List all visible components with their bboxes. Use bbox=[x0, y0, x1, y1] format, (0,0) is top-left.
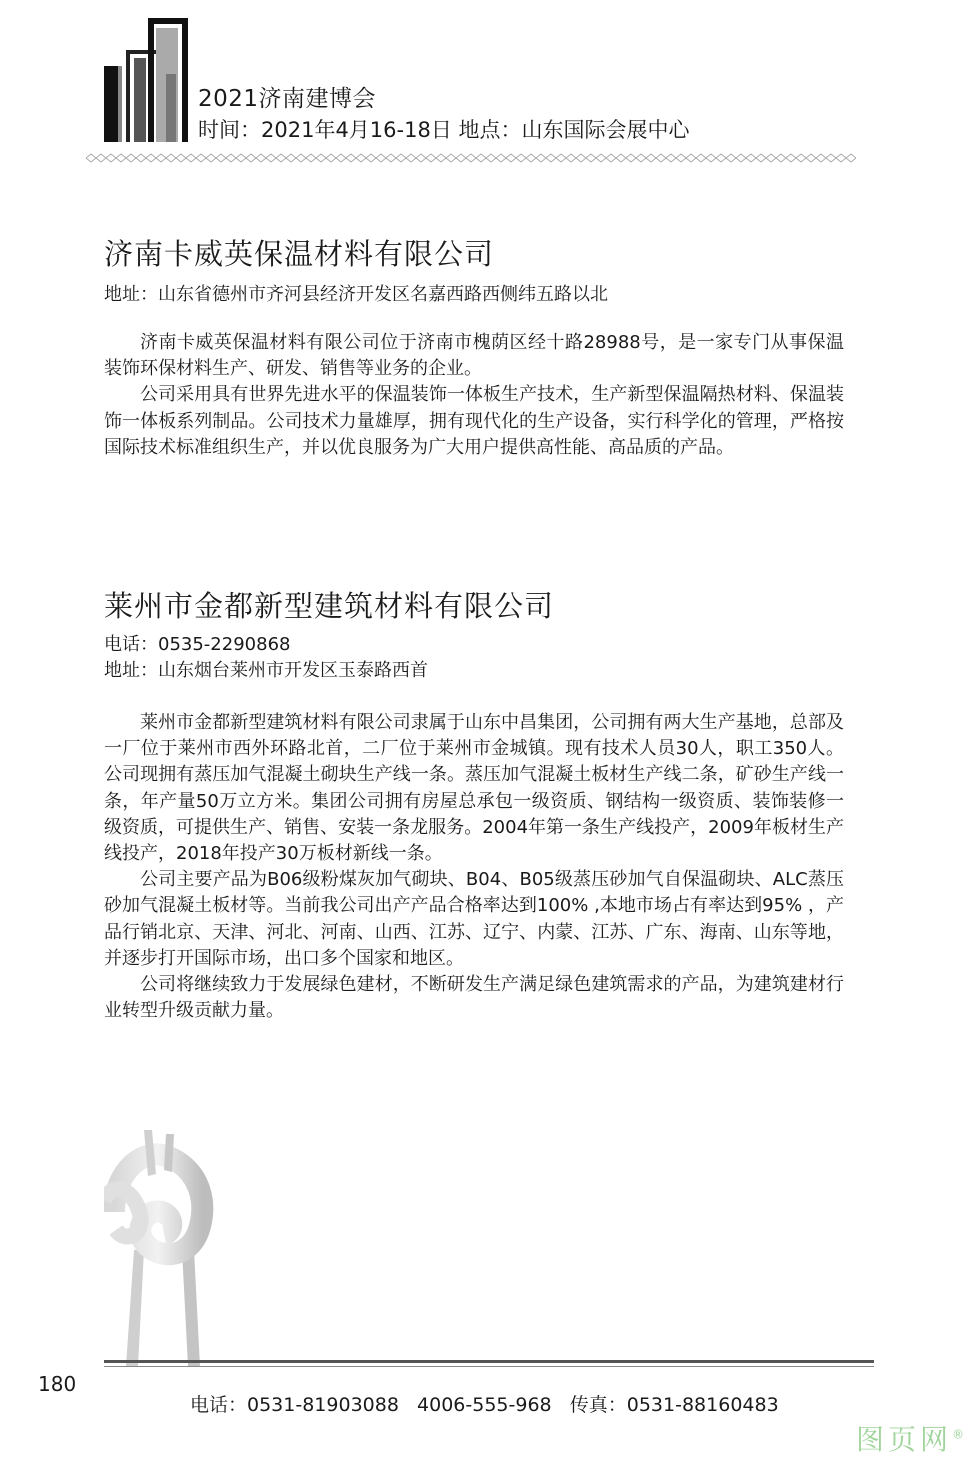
watermark-text: 图页网 bbox=[856, 1423, 953, 1456]
footer-rule bbox=[104, 1360, 874, 1363]
expo-meta: 时间：2021年4月16-18日 地点：山东国际会展中心 bbox=[198, 118, 690, 142]
company-description bbox=[104, 330, 844, 461]
description-paragraph: 公司将继续致力于发展绿色建材，不断研发生产满足绿色建筑需求的产品，为建筑建材行业转型升级贡献力量。 bbox=[104, 974, 844, 1022]
decorative-divider bbox=[86, 153, 856, 163]
company-description bbox=[104, 710, 844, 1024]
company-name: 莱州市金都新型建筑材料有限公司 bbox=[104, 589, 555, 623]
watermark bbox=[856, 1418, 968, 1458]
footer-rule-thin bbox=[104, 1366, 874, 1367]
company-address: 地址：山东烟台莱州市开发区玉泰路西首 bbox=[104, 660, 428, 681]
company-address: 地址：山东省德州市齐河县经济开发区名嘉西路西侧纬五路以北 bbox=[104, 284, 608, 305]
page-number: 180 bbox=[38, 1372, 77, 1396]
quancheng-sculpture-image bbox=[104, 1130, 224, 1366]
company-name: 济南卡威英保温材料有限公司 bbox=[104, 237, 495, 271]
description-paragraph: 莱州市金都新型建筑材料有限公司隶属于山东中昌集团，公司拥有两大生产基地，总部及一厂位于莱州市西外环路北首，二厂位于莱州市金城镇。现有技术人员30人，职工350人。公司现拥有蒸压加气混凝土砌块生产线一条。蒸压加气混凝土板材生产线二条，矿砂生产线一条，年产量50万立方米。集团公司拥有房屋总承包一级资质、钢结构一级资质、装饰装修一级资质，可提供生产、销售、安装一条龙服务。2004年第一条生产线投产，2009年板材生产线投产，2018年投产30万板材新线一条。 bbox=[104, 712, 844, 865]
footer-contact: 电话：0531-81903088 4006-555-968 传真：0531-88160483 bbox=[190, 1394, 779, 1416]
description-paragraph: 公司主要产品为B06级粉煤灰加气砌块、B04、B05级蒸压砂加气自保温砌块、ALC蒸压砂加气混凝土板材等。当前我公司出产产品合格率达到100% ,本地市场占有率达到95% ，产品行销北京、天津、河北、河南、山西、江苏、辽宁、内蒙、江苏、广东、海南、山东等地，并逐步打开国际市场，出口多个国家和地区。 bbox=[104, 869, 844, 969]
building-logo-icon bbox=[104, 14, 188, 142]
company-phone: 电话：0535-2290868 bbox=[104, 634, 291, 655]
description-paragraph: 公司采用具有世界先进水平的保温装饰一体板生产技术，生产新型保温隔热材料、保温装饰一体板系列制品。公司技术力量雄厚，拥有现代化的生产设备，实行科学化的管理，严格按国际技术标准组织生产，并以优良服务为广大用户提供高性能、高品质的产品。 bbox=[104, 384, 844, 458]
description-paragraph: 济南卡威英保温材料有限公司位于济南市槐荫区经十路28988号，是一家专门从事保温装饰环保材料生产、研发、销售等业务的企业。 bbox=[104, 332, 844, 380]
expo-title: 2021济南建博会 bbox=[198, 86, 377, 112]
registered-mark: ® bbox=[952, 1427, 969, 1442]
